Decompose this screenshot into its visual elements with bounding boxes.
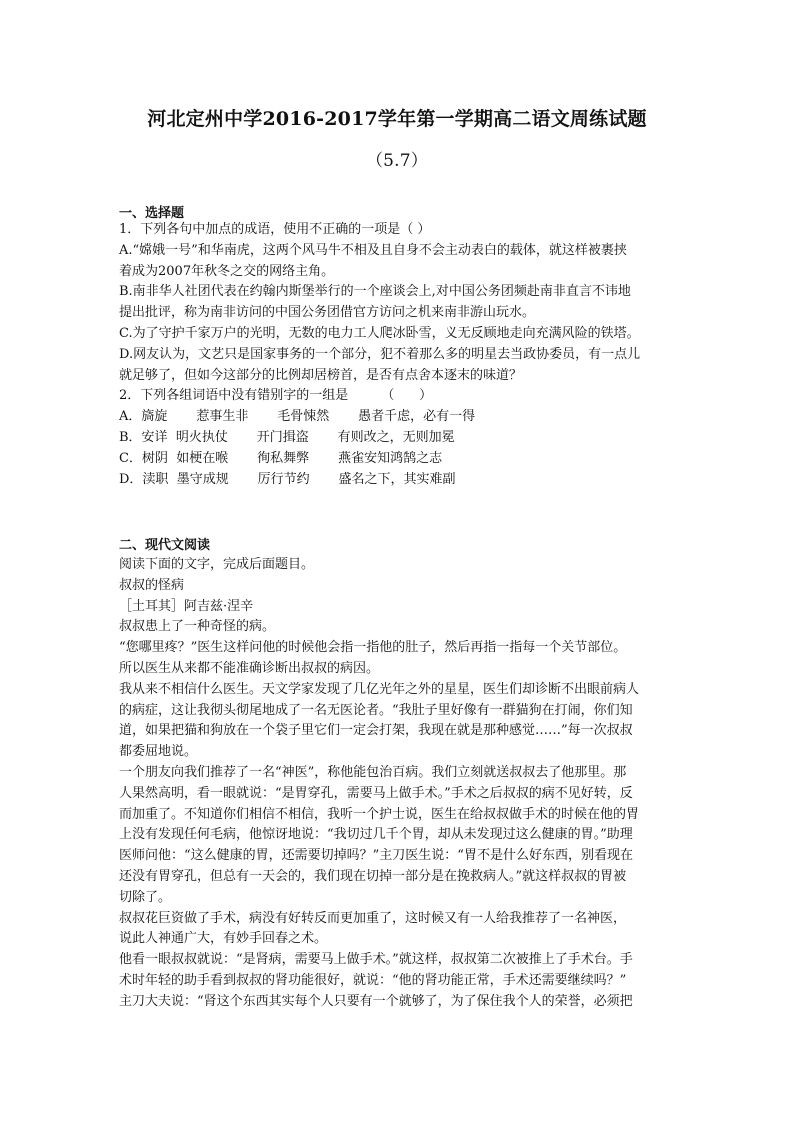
section-heading-choice: 一、选择题 xyxy=(119,206,185,221)
paragraph-line: “您哪里疼？”医生这样问他的时候他会指一指他的肚子，然后再指一指每一个关节部位。 xyxy=(119,640,627,656)
paragraph-line: 道，如果把猫和狗放在一个袋子里它们一定会打架，我现在就是那种感觉……”每一次叔叔 xyxy=(119,723,633,739)
option-1c: C.为了守护千家万户的光明，无数的电力工人爬冰卧雪，义无反顾地走向充满风险的铁塔。 xyxy=(119,325,640,341)
story-title: 叔叔的怪病 xyxy=(119,577,185,593)
option-2b: B．安详 明火执仗 开门揖盗 有则改之，无则加冕 xyxy=(119,429,455,445)
paragraph-line: 所以医生从来都不能准确诊断出叔叔的病因。 xyxy=(119,660,380,676)
option-1a-cont: 着成为2007年秋冬之交的网络主角。 xyxy=(119,263,335,279)
paragraph-line: 他看一眼叔叔就说：“是肾病，需要马上做手术。”就这样，叔叔第二次被推上了手术台。手 xyxy=(119,952,633,968)
paragraph-line: 叔叔花巨资做了手术，病没有好转反而更加重了，这时候又有一人给我推荐了一名神医， xyxy=(119,910,627,926)
option-1a: A.“嫦娥一号”和华南虎，这两个风马牛不相及且自身不会主动表白的载体，就这样被裹挟 xyxy=(119,242,627,258)
option-1d-cont: 就足够了，但如今这部分的比例却居榜首，是否有点舍本逐末的味道？ xyxy=(119,367,523,383)
paragraph-line: 还没有胃穿孔，但总有一天会的，我们现在切掉一部分是在挽救病人。”就这样叔叔的胃被 xyxy=(119,868,627,884)
paragraph-line: 的病症，这让我彻头彻尾地成了一名无医论者。“我肚子里好像有一群猫狗在打闹，你们知 xyxy=(119,702,633,718)
reading-instruction: 阅读下面的文字，完成后面题目。 xyxy=(119,557,315,572)
section-heading-reading: 二、现代文阅读 xyxy=(119,538,211,553)
question-1: 1．下列各句中加点的成语，使用不正确的一项是（ ） xyxy=(119,222,431,237)
section-reading-body xyxy=(119,555,685,1013)
document-title: 河北定州中学2016-2017学年第一学期高二语文周练试题 xyxy=(147,108,647,130)
paragraph-line: 说此人神通广大，有妙手回春之术。 xyxy=(119,931,328,947)
paragraph-line: 医师问他：“这么健康的胃，还需要切掉吗？”主刀医生说：“胃不是什么好东西，别看现在 xyxy=(119,848,633,864)
section-choice-body xyxy=(119,220,685,490)
story-author: ［土耳其］阿吉兹·涅辛 xyxy=(119,598,254,614)
paragraph-line: 上没有发现任何毛病，他惊讶地说：“我切过几千个胃，却从未发现过这么健康的胃。”助理 xyxy=(119,827,633,843)
paragraph-line: 叔叔患上了一种奇怪的病。 xyxy=(119,619,276,635)
question-2: 2．下列各组词语中没有错别字的一组是 （ ） xyxy=(119,388,433,404)
paragraph-line: 而加重了。不知道你们相信不相信，我听一个护士说，医生在给叔叔做手术的时候在他的胃 xyxy=(119,806,640,822)
paragraph-line: 切除了。 xyxy=(119,889,172,905)
document-subtitle: （5.7） xyxy=(365,151,429,171)
option-2a: A．旖旋 惹事生非 毛骨悚然 愚者千虑，必有一得 xyxy=(119,409,476,425)
paragraph-line: 主刀大夫说：“肾这个东西其实每个人只要有一个就够了，为了保住我个人的荣誉，必须把 xyxy=(119,993,633,1009)
option-1d: D.网友认为，文艺只是国家事务的一个部分，犯不着那么多的明星去当政协委员，有一点儿 xyxy=(119,346,641,362)
paragraph-line: 术时年轻的助手看到叔叔的肾功能很好，就说：“他的肾功能正常，手术还需要继续吗？” xyxy=(119,972,627,988)
option-2d: D．渎职 墨守成规 厉行节约 盛名之下，其实难副 xyxy=(119,471,456,487)
paragraph-line: 都委屈地说。 xyxy=(119,744,198,760)
option-1b: B.南非华人社团代表在约翰内斯堡举行的一个座谈会上,对中国公务团频赴南非直言不讳地 xyxy=(119,284,631,300)
paragraph-line: 我从来不相信什么医生。天文学家发现了几亿光年之外的星星，医生们却诊断不出眼前病人 xyxy=(119,681,640,697)
paragraph-line: 一个朋友向我们推荐了一名“神医”，称他能包治百病。我们立刻就送叔叔去了他那里。那 xyxy=(119,764,627,780)
option-1b-cont: 提出批评，称为南非访问的中国公务团借官方访问之机来南非游山玩水。 xyxy=(119,305,536,321)
option-2c: C．树阴 如梗在喉 徇私舞弊 燕雀安知鸿鹄之志 xyxy=(119,450,443,466)
paragraph-line: 人果然高明，看一眼就说：“是胃穿孔，需要马上做手术。”手术之后叔叔的病不见好转，反 xyxy=(119,785,633,801)
